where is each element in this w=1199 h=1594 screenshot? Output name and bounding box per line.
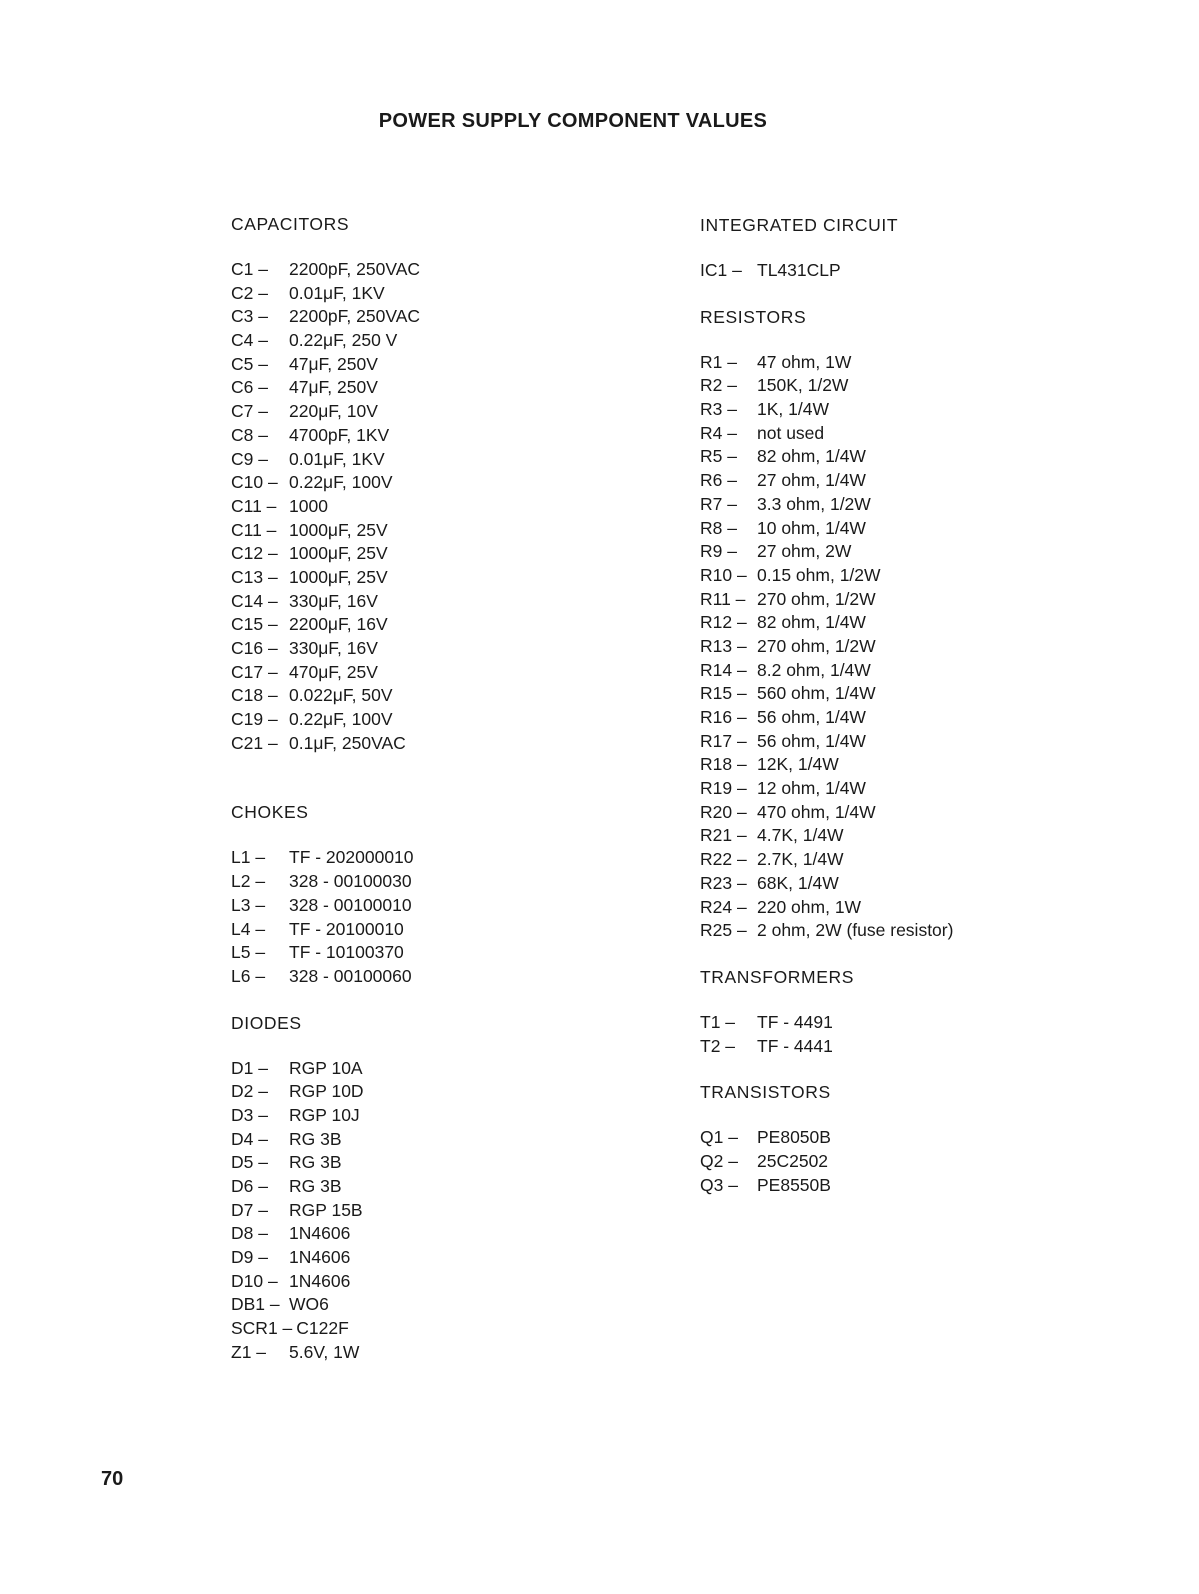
component-ref: R3 – [700,399,737,420]
component-value: 1000 [289,495,328,516]
component-ref: Q3 – [700,1174,738,1195]
component-ref: R10 – [700,564,747,585]
component-row [231,471,651,495]
component-ref: D5 – [231,1152,268,1173]
component-ref: R20 – [700,801,747,822]
component-value: 1K, 1/4W [757,399,829,420]
component-value: 2 ohm, 2W (fuse resistor) [757,920,954,941]
component-value: 56 ohm, 1/4W [757,707,866,727]
component-row [700,635,1140,659]
component-row [700,848,1140,872]
component-row [231,1057,651,1081]
component-value: RGP 15B [289,1199,363,1220]
component-ref: L2 – [231,871,266,892]
component-value: 330μF, 16V [289,638,378,658]
component-value: 25C2502 [757,1150,829,1171]
component-ref: R24 – [700,896,747,917]
component-value: 4.7K, 1/4W [757,825,844,846]
component-value: 328 - 00100010 [289,894,412,915]
component-ref: C19 – [231,709,278,730]
component-ref: R16 – [700,707,747,727]
component-row [231,376,651,400]
component-ref: D10 – [231,1270,278,1291]
diodes-list [231,1057,651,1365]
component-value: 1N4606 [289,1223,351,1244]
resistors-heading: RESISTORS [700,306,807,327]
component-row [231,1317,651,1341]
component-row [700,1126,1140,1150]
component-value: 0.01μF, 1KV [289,282,385,303]
component-row [700,753,1140,777]
component-row [700,588,1140,612]
component-value: 220μF, 10V [289,401,378,422]
component-value: 220 ohm, 1W [757,896,862,917]
component-ref: L1 – [231,847,266,868]
component-row [231,1128,651,1152]
component-value: TF - 10100370 [289,942,404,963]
component-row [231,353,651,377]
component-ref: R22 – [700,849,747,870]
component-value: 2200pF, 250VAC [289,306,421,327]
component-row [231,661,651,685]
component-value: not used [757,422,825,443]
component-ref: D2 – [231,1081,268,1102]
component-value: 560 ohm, 1/4W [757,683,876,704]
component-value: 27 ohm, 1/4W [757,470,866,491]
component-ref: C7 – [231,401,268,422]
component-row [231,684,651,708]
component-value: 12 ohm, 1/4W [757,778,866,799]
component-row [700,1150,1140,1174]
component-ref: R23 – [700,872,747,893]
component-row [231,590,651,614]
component-ref: Z1 – [231,1341,267,1362]
component-value: RG 3B [289,1152,342,1173]
component-row [700,611,1140,635]
component-value: 47μF, 250V [289,377,378,398]
component-ref: C4 – [231,330,268,351]
component-row [700,824,1140,848]
component-value: 27 ohm, 2W [757,541,852,562]
chokes-heading: CHOKES [231,802,309,823]
component-value: 1000μF, 25V [289,566,388,587]
component-ref: C12 – [231,543,278,564]
component-ref: R4 – [700,422,737,443]
component-value: 0.22μF, 100V [289,709,393,730]
component-ref: R12 – [700,612,747,633]
component-row [700,493,1140,517]
component-value: RGP 10J [289,1104,360,1125]
component-row [700,540,1140,564]
component-value: 2.7K, 1/4W [757,849,844,870]
component-row [231,1199,651,1223]
component-ref: R15 – [700,683,747,704]
component-ref: D4 – [231,1128,268,1149]
component-row [231,870,651,894]
component-row [700,517,1140,541]
transformers-heading: TRANSFORMERS [700,966,855,987]
component-row [700,872,1140,896]
component-value: RG 3B [289,1176,342,1196]
component-row [231,613,651,637]
component-row [231,542,651,566]
component-value: 0.15 ohm, 1/2W [757,564,881,585]
component-ref: C16 – [231,638,278,658]
component-value: 82 ohm, 1/4W [757,612,866,633]
component-value: RGP 10D [289,1081,364,1102]
component-row [231,732,651,756]
component-value: 1000μF, 25V [289,543,388,564]
component-value: 4700pF, 1KV [289,424,390,445]
component-ref: C3 – [231,306,268,327]
component-ref: C21 – [231,732,278,753]
component-value: WO6 [289,1294,329,1315]
component-value: 328 - 00100060 [289,965,412,986]
component-ref: D6 – [231,1176,268,1196]
component-ref: R21 – [700,825,747,846]
component-ref: D7 – [231,1199,268,1220]
component-value: 1000μF, 25V [289,519,388,540]
component-ref: C8 – [231,424,268,445]
component-ref: R7 – [700,493,737,514]
component-ref: C2 – [231,282,268,303]
component-value: C122F [296,1318,349,1339]
component-row [700,445,1140,469]
component-row [231,305,651,329]
component-ref: C11 – [231,495,277,516]
component-value: 0.22μF, 100V [289,472,393,493]
component-value: 0.01μF, 1KV [289,448,385,469]
component-row [700,706,1140,730]
component-row [231,258,651,282]
component-ref: C1 – [231,259,268,279]
component-ref: C15 – [231,614,278,635]
component-value: 470 ohm, 1/4W [757,801,876,822]
component-value: 56 ohm, 1/4W [757,730,866,751]
component-row [231,708,651,732]
component-ref: T1 – [700,1011,736,1032]
component-ref: R9 – [700,541,737,562]
component-row [700,398,1140,422]
component-row [231,1080,651,1104]
component-ref: C13 – [231,566,278,587]
component-row [700,1011,1140,1035]
component-ref: R8 – [700,517,737,538]
component-value: 8.2 ohm, 1/4W [757,659,871,680]
component-row [231,1341,651,1365]
component-value: 470μF, 25V [289,661,378,682]
component-ref: L6 – [231,965,266,986]
component-value: 2200pF, 250VAC [289,259,421,279]
component-value: 0.22μF, 250 V [289,330,398,351]
component-value: 10 ohm, 1/4W [757,517,866,538]
component-value: 82 ohm, 1/4W [757,446,866,467]
component-row [231,1293,651,1317]
component-row [231,519,651,543]
component-row [700,730,1140,754]
component-row [231,566,651,590]
component-row [231,1104,651,1128]
component-row [700,682,1140,706]
component-ref: D8 – [231,1223,268,1244]
component-row [231,1151,651,1175]
component-row [700,351,1140,375]
capacitors-heading: CAPACITORS [231,214,350,234]
component-ref: C18 – [231,685,278,706]
component-ref: T2 – [700,1035,736,1056]
component-ref: R25 – [700,920,747,941]
component-row [231,329,651,353]
component-value: 150K, 1/2W [757,375,849,396]
component-row [700,919,1140,943]
component-value: 0.1μF, 250VAC [289,732,406,753]
component-row [231,965,651,989]
diodes-heading: DIODES [231,1012,302,1033]
component-row [700,374,1140,398]
right-column [700,213,1140,1197]
component-row [231,1246,651,1270]
component-ref: L3 – [231,894,266,915]
component-ref: D9 – [231,1247,268,1268]
component-value: TF - 20100010 [289,918,404,939]
component-value: 12K, 1/4W [757,754,839,775]
page-title: POWER SUPPLY COMPONENT VALUES [378,110,768,132]
component-value: 270 ohm, 1/2W [757,635,876,656]
component-ref: Q2 – [700,1150,738,1171]
component-row [700,469,1140,493]
component-row [231,941,651,965]
component-ref: R18 – [700,754,747,775]
component-ref: Q1 – [700,1127,738,1148]
component-ref: R14 – [700,659,747,680]
transistors-list [700,1126,1140,1197]
component-value: 2200μF, 16V [289,614,388,635]
component-row [231,1270,651,1294]
component-row [231,918,651,942]
component-value: 5.6V, 1W [289,1341,360,1362]
component-row [231,448,651,472]
component-value: 1N4606 [289,1247,351,1268]
component-value: TF - 4491 [757,1011,833,1032]
component-ref: C10 – [231,472,278,493]
component-value: 47μF, 250V [289,353,378,374]
component-ref: R6 – [700,470,737,491]
component-ref: R17 – [700,730,747,751]
component-ref: C17 – [231,661,278,682]
component-row [700,422,1140,446]
component-value: TL431CLP [757,260,841,280]
integrated-circuit-heading: INTEGRATED CIRCUIT [700,215,899,235]
component-value: 330μF, 16V [289,590,378,611]
component-value: RG 3B [289,1128,342,1149]
component-row [231,1222,651,1246]
component-value: PE8550B [757,1174,831,1195]
component-row [231,495,651,519]
component-ref: D3 – [231,1104,268,1125]
component-ref: R1 – [700,351,737,372]
component-row [700,1035,1140,1059]
component-ref: R19 – [700,778,747,799]
component-ref: R5 – [700,446,737,467]
component-row [700,659,1140,683]
component-value: TF - 4441 [757,1035,833,1056]
component-row [700,564,1140,588]
component-value: 47 ohm, 1W [757,351,852,372]
component-ref: C6 – [231,377,268,398]
component-value: 1N4606 [289,1270,351,1291]
page-number: 70 [101,1468,124,1490]
component-row [231,846,651,870]
capacitors-list [231,258,651,755]
component-value: 68K, 1/4W [757,872,839,893]
component-ref: C14 – [231,590,278,611]
component-value: TF - 202000010 [289,847,414,868]
component-value: 270 ohm, 1/2W [757,588,876,609]
component-ref: IC1 – [700,260,742,280]
component-ref: SCR1 – [231,1318,293,1339]
component-value: 3.3 ohm, 1/2W [757,493,871,514]
component-ref: R13 – [700,635,747,656]
left-column [231,212,651,1365]
component-ref: L5 – [231,942,266,963]
component-ref: DB1 – [231,1294,280,1315]
transformers-list [700,1011,1140,1058]
component-row [231,400,651,424]
component-row [231,894,651,918]
transistors-heading: TRANSISTORS [700,1082,831,1103]
component-value: PE8050B [757,1127,831,1148]
component-ref: C11 – [231,519,277,540]
component-ref: R11 – [700,588,746,609]
component-ref: C9 – [231,448,268,469]
component-row [700,777,1140,801]
component-row [700,259,1140,283]
component-ref: L4 – [231,918,266,939]
chokes-list [231,846,651,988]
component-row [700,896,1140,920]
component-value: 328 - 00100030 [289,871,412,892]
resistors-list [700,351,1140,943]
component-ref: C5 – [231,353,268,374]
component-ref: D1 – [231,1057,268,1078]
component-row [231,282,651,306]
component-row [700,801,1140,825]
component-value: RGP 10A [289,1057,363,1078]
component-value: 0.022μF, 50V [289,685,393,706]
component-ref: R2 – [700,375,737,396]
component-row [231,424,651,448]
component-row [700,1174,1140,1198]
component-row [231,1175,651,1199]
integrated-circuit-list [700,259,1140,283]
component-row [231,637,651,661]
